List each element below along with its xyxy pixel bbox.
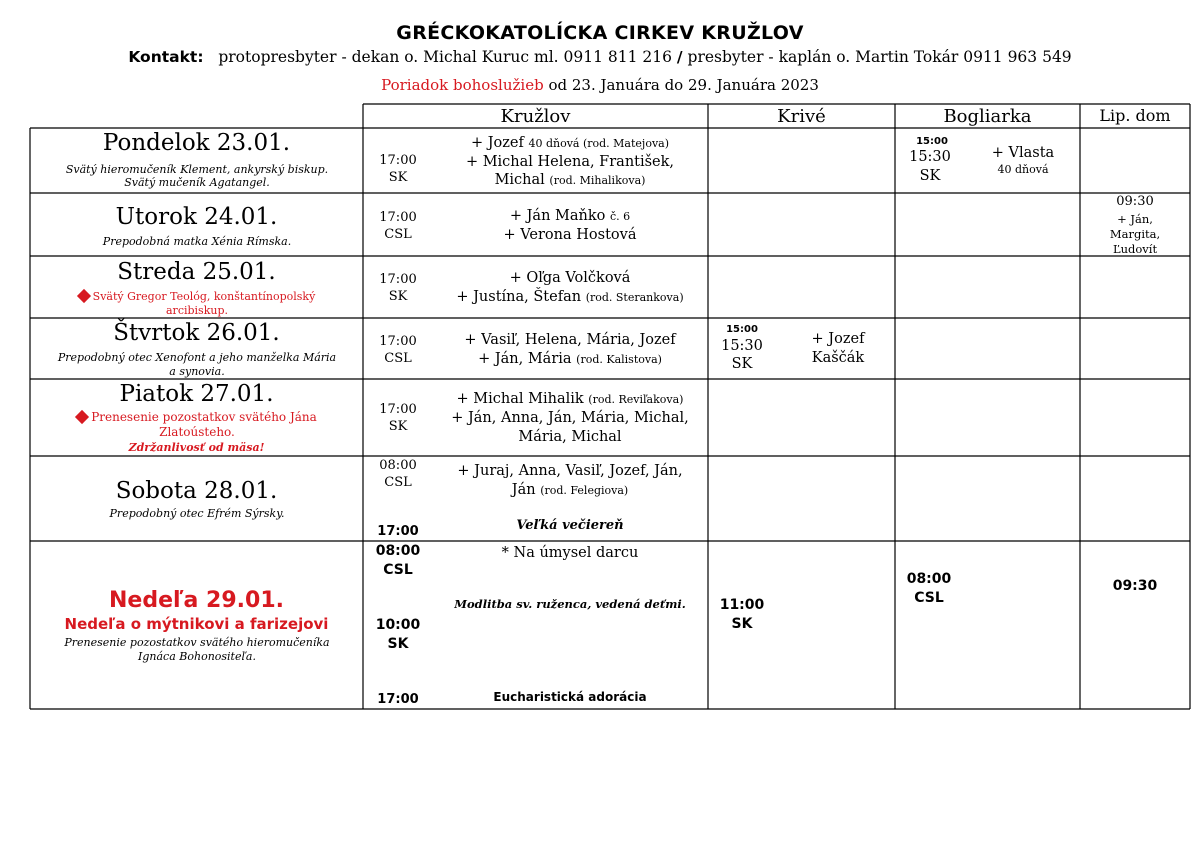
column-header-krive: Krivé (777, 106, 826, 127)
intention-tuesday-1: + Ján Maňko č. 6 (509, 208, 631, 224)
contact-line (0, 48, 1200, 66)
saint-tuesday-1: Prepodobná matka Xénia Rímska. (102, 235, 292, 248)
bogliarka-monday-intention-note: 40 dňová (997, 163, 1049, 176)
time-sunday-3: 17:00 (377, 692, 419, 707)
page-title: GRÉCKOKATOLÍCKA CIRKEV KRUŽLOV (396, 22, 804, 44)
lang-sunday-2: SK (387, 636, 409, 652)
bogliarka-monday-lang: SK (919, 168, 941, 184)
saint-friday-2: Zlatoústeho. (159, 425, 235, 439)
time-tuesday: 17:00 (379, 210, 417, 225)
krive-thursday-intention-1: + Jozef (811, 331, 865, 347)
krive-thursday-intention-2: Kaščák (811, 350, 865, 366)
contact-chaplain: presbyter - kaplán o. Martin Tokár 0911 963 549 (687, 48, 1072, 66)
time-friday: 17:00 (379, 402, 417, 417)
saint-wednesday-1: Svätý Gregor Teológ, konštantínopolský (42, 290, 352, 303)
period-label: Poriadok bohoslužieb (381, 76, 544, 94)
lipdom-tuesday-intention-1: + Ján, (1117, 212, 1153, 226)
krive-sunday-time: 11:00 (719, 597, 765, 613)
krive-thursday-time-small: 15:00 (726, 324, 758, 335)
fasting-note: Zdržanlivosť od mäsa! (128, 441, 265, 454)
lang-thursday: CSL (384, 351, 412, 366)
saint-saturday-1: Prepodobný otec Efrém Sýrsky. (109, 507, 285, 520)
day-name-friday: Piatok 27.01. (119, 381, 274, 407)
period-line (0, 76, 1200, 94)
adoration-note: Eucharistická adorácia (493, 690, 647, 704)
time-saturday: 08:00 (379, 458, 417, 473)
time-sunday-2: 10:00 (375, 617, 421, 633)
krive-thursday-time: 15:30 (721, 338, 763, 354)
saint-monday-2: Svätý mučeník Agatangel. (124, 176, 270, 189)
intention-friday-1: + Michal Mihalik (rod. Reviľakova) (456, 391, 684, 407)
time-wednesday: 17:00 (379, 272, 417, 287)
vespers-note: Veľká večiereň (516, 518, 624, 533)
intention-sunday-1: * Na úmysel darcu (501, 545, 639, 561)
lang-wednesday: SK (388, 289, 408, 304)
column-header-lipdom: Lip. dom (1099, 106, 1171, 125)
intention-monday-2: + Michal Helena, František, (465, 154, 675, 170)
intention-wednesday-2: + Justína, Štefan (rod. Sterankova) (456, 289, 684, 305)
day-name-monday: Pondelok 23.01. (102, 130, 291, 156)
lipdom-sunday-time: 09:30 (1112, 578, 1158, 594)
intention-saturday-1: + Juraj, Anna, Vasiľ, Jozef, Ján, (457, 463, 683, 479)
intention-friday-3: Mária, Michal (518, 429, 622, 445)
time-monday: 17:00 (379, 153, 417, 168)
lang-tuesday: CSL (384, 227, 412, 242)
intention-saturday-2: Ján (rod. Felegiova) (511, 482, 629, 498)
intention-thursday-2: + Ján, Mária (rod. Kalistova) (478, 351, 662, 367)
intention-wednesday-1: + Oľga Volčková (509, 270, 631, 286)
saint-wednesday-2: arcibiskup. (166, 304, 228, 317)
intention-tuesday-2: + Verona Hostová (503, 227, 637, 243)
lipdom-tuesday-time: 09:30 (1116, 194, 1154, 209)
bogliarka-sunday-lang: CSL (914, 590, 944, 606)
day-name-sunday: Nedeľa 29.01. (108, 588, 284, 613)
sunday-subtitle: Nedeľa o mýtnikovi a farizejovi (64, 615, 329, 633)
contact-dean: protopresbyter - dekan o. Michal Kuruc ml. 0911 811 216 (218, 48, 672, 66)
intention-thursday-1: + Vasiľ, Helena, Mária, Jozef (464, 332, 676, 348)
saint-thursday-1: Prepodobný otec Xenofont a jeho manželka Mária (57, 351, 337, 364)
day-name-thursday: Štvrtok 26.01. (113, 320, 280, 346)
day-name-wednesday: Streda 25.01. (117, 259, 276, 285)
bogliarka-monday-time: 15:30 (909, 149, 951, 165)
saint-friday-1: Prenesenie pozostatkov svätého Jána (42, 411, 352, 424)
saint-sunday-1: Prenesenie pozostatkov svätého hieromučeníka (64, 636, 330, 649)
bogliarka-sunday-time: 08:00 (906, 571, 952, 587)
intention-monday-3: Michal (rod. Mihalikova) (494, 172, 646, 188)
saint-thursday-2: a synovia. (169, 365, 225, 378)
column-header-kruzlov: Kružlov (500, 106, 571, 127)
saint-monday-1: Svätý hieromučeník Klement, ankyrský biskup. (65, 163, 329, 176)
lipdom-tuesday-intention-3: Ľudovít (1112, 242, 1158, 256)
saint-sunday-2: Ignáca Bohonositeľa. (138, 650, 256, 663)
contact-separator: / (676, 48, 683, 66)
column-header-bogliarka: Bogliarka (943, 106, 1032, 127)
period-text: od 23. Januára do 29. Januára 2023 (548, 76, 819, 94)
time-thursday: 17:00 (379, 334, 417, 349)
krive-thursday-lang: SK (731, 356, 753, 372)
feast-cross-icon (77, 289, 91, 303)
bogliarka-monday-intention: + Vlasta (991, 145, 1055, 161)
time-sunday-1: 08:00 (375, 543, 421, 559)
day-name-tuesday: Utorok 24.01. (115, 204, 278, 230)
lang-friday: SK (388, 419, 408, 434)
day-name-saturday: Sobota 28.01. (115, 478, 278, 504)
lipdom-tuesday-intention-2: Margita, (1109, 227, 1161, 241)
time-saturday-vespers: 17:00 (377, 524, 419, 539)
rosary-note: Modlitba sv. ruženca, vedená deťmi. (454, 597, 686, 611)
lang-monday: SK (388, 170, 408, 185)
lang-saturday: CSL (384, 475, 412, 490)
bogliarka-monday-time-small: 15:00 (916, 136, 948, 147)
intention-friday-2: + Ján, Anna, Ján, Mária, Michal, (451, 410, 689, 426)
contact-label: Kontakt: (128, 48, 204, 66)
krive-sunday-lang: SK (731, 616, 753, 632)
feast-cross-icon (75, 409, 89, 423)
lang-sunday-1: CSL (383, 562, 413, 578)
intention-monday-1: + Jozef 40 dňová (rod. Matejova) (470, 135, 670, 151)
